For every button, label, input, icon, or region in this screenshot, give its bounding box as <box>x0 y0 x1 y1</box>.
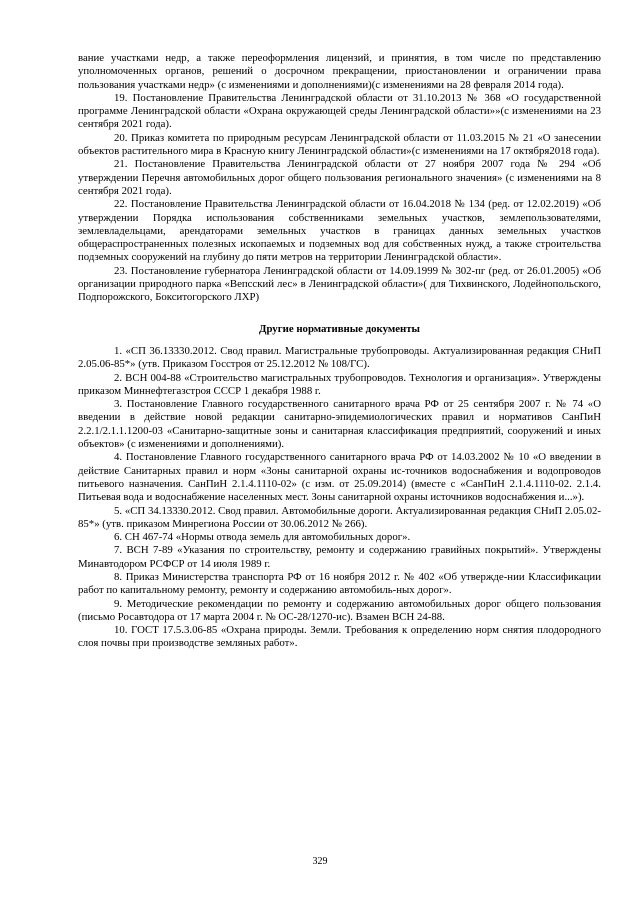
list-item: 7. ВСН 7-89 «Указания по строительству, ремонту и содержанию гравийных покрытий». Утверждены Минавтодором РСФСР от 14 июля 1989 г. <box>78 544 601 570</box>
list-item: 5. «СП 34.13330.2012. Свод правил. Автомобильные дороги. Актуализированная редакция СНиП 2.05.02-85*» (утв. приказом Минрегиона России от 30.06.2012 № 266). <box>78 504 601 530</box>
paragraph-item-19: 19. Постановление Правительства Ленинградской области от 31.10.2013 № 368 «О государственной программе Ленинградской области «Охрана окружающей среды Ленинградской области»»(с изменениями на 23 сентября 2021 года). <box>78 91 601 131</box>
page-number: 329 <box>312 856 328 867</box>
list-item: 3. Постановление Главного государственного санитарного врача РФ от 25 сентября 2007 г. № 74 «О введении в действие новой редакции санитарно-эпидемиологических правил и нормативов СанПиН 2.2.1/2.1.1.1200-03 «Санитарно-защитные зоны и санитарная классификация предприятий, сооружений и иных объектов» (с изменениями и дополнениями). <box>78 398 601 451</box>
list-item: 6. СН 467-74 «Нормы отвода земель для автомобильных дорог». <box>114 531 411 544</box>
list-item: 4. Постановление Главного государственного санитарного врача РФ от 14.03.2002 № 10 «О введении в действие Санитарных правил и норм «Зоны санитарной охраны ис-точников водоснабжения и водопроводов питьевого назначения. СанПиН 2.1.4.1110-02» (с изм. от 25.09.2014) (вместе с «СанПиН 2.1.4.1110-02. 2.1.4. Питьевая вода и водоснабжение населенных мест. Зоны санитарной охраны источников водоснабжения и...»). <box>78 451 601 504</box>
document-page <box>78 52 601 651</box>
section-heading: Другие нормативные документы <box>259 322 420 335</box>
list-item: 10. ГОСТ 17.5.3.06-85 «Охрана природы. Земли. Требования к определению норм снятия плодородного слоя почвы при производстве земляных работ». <box>78 624 601 650</box>
paragraph-item-21: 21. Постановление Правительства Ленинградской области от 27 ноября 2007 года № 294 «Об утверждении Перечня автомобильных дорог общего пользования регионального значения» (с изменениями на 8 сентября 2021 года). <box>78 158 601 197</box>
paragraph-item-20: 20. Приказ комитета по природным ресурсам Ленинградской области от 11.03.2015 № 21 «О занесении объектов растительного мира в Красную книгу Ленинградской области»(с изменениями на 17 октября2018 года). <box>78 131 601 158</box>
paragraph-item-23: 23. Постановление губернатора Ленинградской области от 14.09.1999 № 302-пг (ред. от 26.01.2005) «Об организации природного парка «Вепсский лес» в Ленинградской области»( для Тихвинского, Лодейнопольского, Подпорожского, Бокситогорского ЛХР) <box>78 264 601 304</box>
list-item: 1. «СП 36.13330.2012. Свод правил. Магистральные трубопроводы. Актуализированная редакция СНиП 2.05.06-85*» (утв. Приказом Госстроя от 25.12.2012 № 108/ГС). <box>78 344 601 371</box>
list-item: 9. Методические рекомендации по ремонту и содержанию автомобильных дорог общего пользования (письмо Росавтодора от 17 марта 2004 г. № ОС-28/1270-ис). Взамен ВСН 24-88. <box>78 597 601 623</box>
paragraph-continuation: вание участками недр, а также переоформления лицензий, и принятия, в том числе по представлению уполномоченных органов, решений о досрочном прекращении, приостановлении и ограничении права пользования участками недр» (с изменениями и дополнениями)(с изменениями на 28 февраля 2014 года). <box>78 52 601 91</box>
paragraph-item-22: 22. Постановление Правительства Ленинградской области от 16.04.2018 № 134 (ред. от 12.02.2019) «Об утверждении Порядка использования собственниками земельных участков, землепользователями, землевладельцами, арендаторами земельных участков в границах данных земельных участков общераспространенных полезных ископаемых и подземных вод для собственных нужд, а также строительства подземных сооружений на глубину до пяти метров на территории Ленинградской области». <box>78 198 601 264</box>
list-item: 8. Приказ Министерства транспорта РФ от 16 ноября 2012 г. № 402 «Об утверждe-нии Классификации работ по капитальному ремонту, ремонту и содержанию автомобиль-ных дорог». <box>78 570 601 597</box>
list-item: 2. ВСН 004-88 «Строительство магистральных трубопроводов. Технология и организация». Утверждены приказом Миннефтегазстроя СССР 1 декабря 1988 г. <box>78 371 601 397</box>
